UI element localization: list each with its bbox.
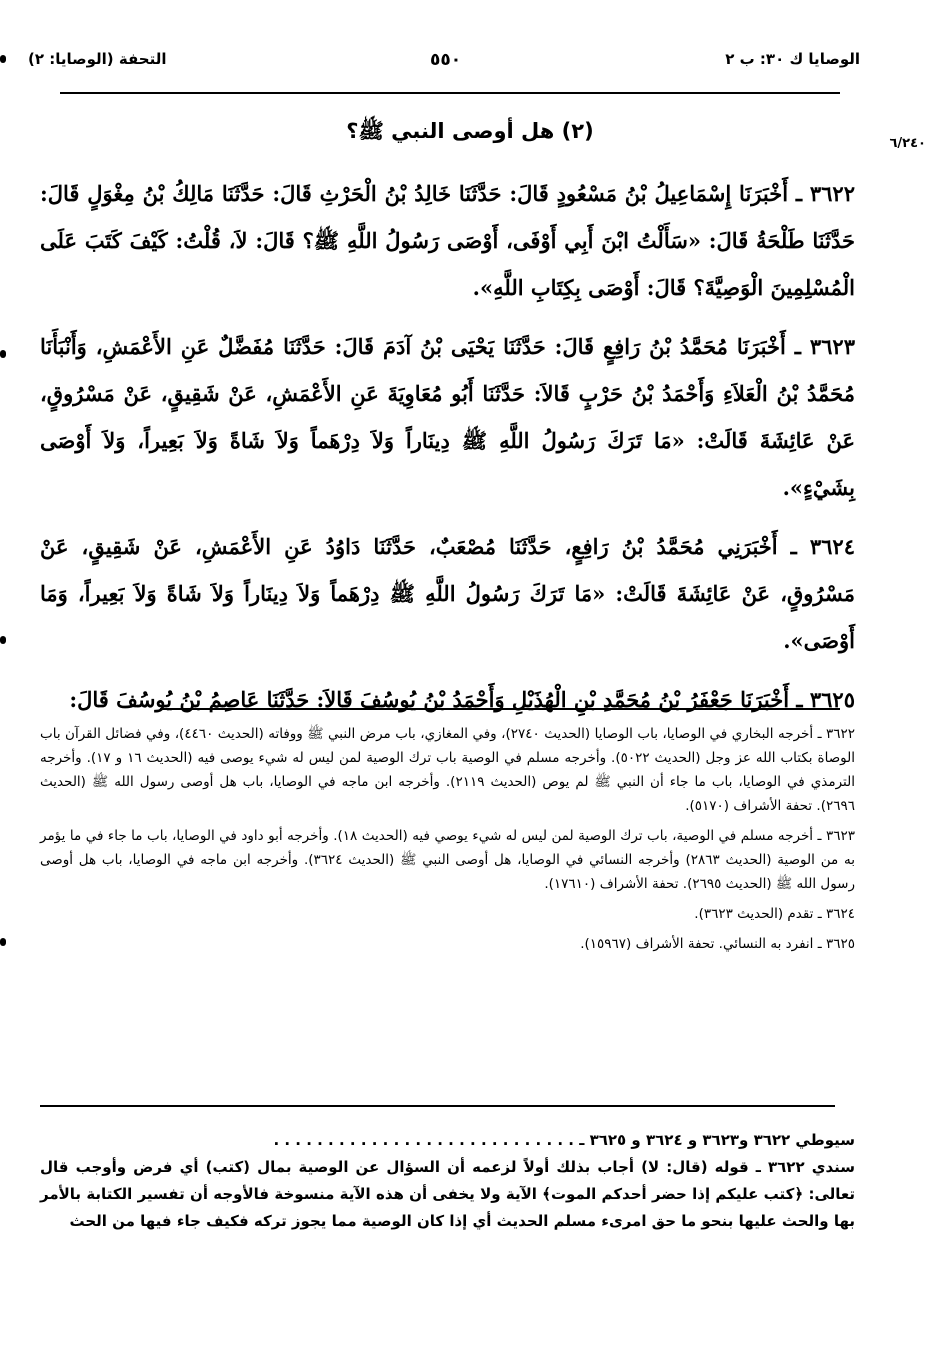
footnote-3623: ٣٦٢٣ ـ أخرجه مسلم في الوصية، باب ترك الوصية لمن ليس له شيء يوصي فيه (الحديث ١٨). وأخرجه أبو داود في الوصايا، باب ما جاء في ما يؤمر به من الوصية (الحديث ٢٨٦٣) وأخرجه النسائي في الوصايا، هل أوصى النبي ﷺ (الحديث ٣٦٢٤). وأخرجه ابن ماجه في الوصايا، باب هل أوصى رسول الله ﷺ (الحديث ٢٦٩٥). تحفة الأشراف (١٧٦١٠). xyxy=(40,828,855,892)
commentary xyxy=(40,1127,855,1235)
header-right-ref: الوصايا ك ٣٠: ب ٢ xyxy=(725,50,860,68)
running-header xyxy=(20,40,860,90)
hadith-3622: ٣٦٢٢ ـ أَخْبَرَنَا إِسْمَاعِيلُ بْنُ مَسْعُودٍ قَالَ: حَدَّثَنَا خَالِدُ بْنُ الْحَرْثِ قَالَ: حَدَّثَنَا مَالِكُ بْنُ مِغْوَلٍ قَالَ: حَدَّثَنَا طَلْحَةُ قَالَ: «سَأَلْتُ ابْنَ أَبِي أَوْفَى، أَوْصَى رَسُولُ اللَّهِ ﷺ؟ قَالَ: لاَ، قُلْتُ: كَيْفَ كَتَبَ عَلَى الْمُسْلِمِينَ الْوَصِيَّةَ؟ قَالَ: أَوْصَى بِكِتَابِ اللَّهِ». xyxy=(40,181,855,300)
footnote-3625: ٣٦٢٥ ـ انفرد به النسائي. تحفة الأشراف (١٥٩٦٧). xyxy=(580,936,855,952)
edge-mark xyxy=(0,636,6,644)
edge-mark xyxy=(0,350,6,358)
commentary-sindi: سندي ٣٦٢٢ ـ قوله (قال: لا) أجاب بذلك أولاً لزعمه أن السؤال عن الوصية بمال (كتب) أي فرض وأوجب قال تعالى: ﴿كتب عليكم إذا حضر أحدكم الموت﴾ الآية ولا يخفى أن هذه الآية منسوخة فالأوجه أن تفسير الكتابة بالأمر بها والحث عليها بنحو ما حق امرىء مسلم الحديث أي إذا كان الوصية مما يجوز تركه فكيف جاء فيها من الحث xyxy=(40,1158,855,1230)
header-divider xyxy=(60,92,840,94)
hadith-3623: ٣٦٢٣ ـ أَخْبَرَنَا مُحَمَّدُ بْنُ رَافِعٍ قَالَ: حَدَّثَنَا يَحْيَى بْنُ آدَمَ قَالَ: حَدَّثَنَا مُفَضَّلٌ عَنِ الأَعْمَشِ، وَأَنْبَأَنَا مُحَمَّدُ بْنُ الْعَلاَءِ وَأَحْمَدُ بْنُ حَرْبٍ قَالاَ: حَدَّثَنَا أَبُو مُعَاوِيَةَ عَنِ الأَعْمَشِ، عَنْ شَقِيقٍ، عَنْ مَسْرُوقٍ، عَنْ عَائِشَةَ قَالَتْ: «مَا تَرَكَ رَسُولُ اللَّهِ ﷺ دِينَاراً وَلاَ دِرْهَماً وَلاَ شَاةً وَلاَ بَعِيراً، وَلاَ أَوْصَى بِشَيْءٍ». xyxy=(40,334,855,500)
commentary-suyuti: سيوطي ٣٦٢٢ و٣٦٢٣ و ٣٦٢٤ و ٣٦٢٥ ـ . . . . . . . . . . . . . . . . . . . . . . . . . . . . xyxy=(273,1131,855,1149)
edge-mark xyxy=(0,938,6,946)
header-left-ref: التحفة (الوصايا: ٢) xyxy=(28,50,167,68)
section-title: (٢) هل أوصى النبي ﷺ؟ xyxy=(346,119,594,143)
hadith-3625: ٣٦٢٥ ـ أَخْبَرَنَا جَعْفَرُ بْنُ مُحَمَّدِ بْنِ الْهُذَيْلِ وَأَحْمَدُ بْنُ يُوسُفَ قَالاَ: حَدَّثَنَا عَاصِمُ بْنُ يُوسُفَ قَالَ: xyxy=(69,687,855,712)
footnote-divider xyxy=(160,708,840,710)
footnotes xyxy=(40,722,855,962)
page-number: ٥٥٠ xyxy=(430,50,462,70)
edge-mark xyxy=(0,55,6,63)
hadith-3624: ٣٦٢٤ ـ أَخْبَرَنِي مُحَمَّدُ بْنُ رَافِعٍ، حَدَّثَنَا مُصْعَبٌ، حَدَّثَنَا دَاوُدُ عَنِ الأَعْمَشِ، عَنْ شَقِيقٍ، عَنْ مَسْرُوقٍ، عَنْ عَائِشَةَ قَالَتْ: «مَا تَرَكَ رَسُولُ اللَّهِ ﷺ دِرْهَماً وَلاَ دِينَاراً وَلاَ شَاةً وَلاَ بَعِيراً، وَمَا أَوْصَى». xyxy=(40,534,855,653)
commentary-divider xyxy=(40,1105,835,1107)
footnote-3624: ٣٦٢٤ ـ تقدم (الحديث ٣٦٢٣). xyxy=(694,906,855,922)
hadith-text xyxy=(40,170,855,735)
footnote-3622: ٣٦٢٢ ـ أخرجه البخاري في الوصايا، باب الوصايا (الحديث ٢٧٤٠)، وفي المغازي، باب مرض النبي ﷺ ووفاته (الحديث ٤٤٦٠)، وفي فضائل القرآن باب الوصاة بكتاب الله عز وجل (الحديث ٥٠٢٢). وأخرجه مسلم في الوصية باب ترك الوصية لمن ليس له شيء يوصى فيه (الحديث ١٦ و ١٧). وأخرجه الترمذي في الوصايا، باب ما جاء أن النبي ﷺ لم يوص (الحديث ٢١١٩). وأخرجه ابن ماجه في الوصايا، باب هل أوصى رسول الله ﷺ (الحديث ٢٦٩٦). تحفة الأشراف (٥١٧٠). xyxy=(40,726,856,814)
margin-reference: ٦/٢٤٠ xyxy=(889,136,926,151)
